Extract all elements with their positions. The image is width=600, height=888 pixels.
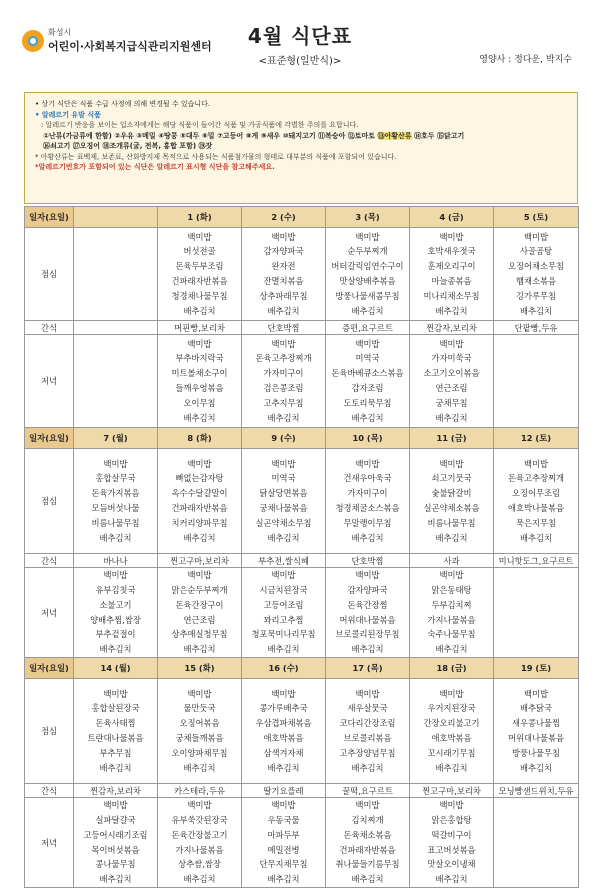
menu-item: 백미밥 <box>523 458 549 469</box>
snack-cell: 모닝빵샌드위치,두유 <box>494 784 579 798</box>
menu-item: 사골곰탕 <box>519 246 553 257</box>
menu-item: 닭살당면볶음 <box>259 488 308 499</box>
menu-item: 새우살뭇국 <box>347 703 388 714</box>
menu-item: 돈육사태찜 <box>95 718 136 729</box>
menu-item: 감자조림 <box>351 383 384 393</box>
dinner-cell <box>494 568 579 658</box>
menu-item: 배추김치 <box>183 305 216 316</box>
dinner-cell <box>242 798 326 888</box>
notice-change: • 상기 식단은 식품 수급 사정에 의해 변경될 수 있습니다. <box>35 100 211 108</box>
dinner-cell <box>326 335 410 428</box>
menu-item: 궁채무침 <box>435 397 468 408</box>
lunch-label: 점심 <box>25 228 74 321</box>
menu-item: 맛살오이냉채 <box>427 859 476 870</box>
lunch-cell <box>326 449 410 554</box>
menu-item: 배추김치 <box>435 874 468 885</box>
menu-item: 배추김치 <box>183 532 216 543</box>
menu-item: 백미밥 <box>271 231 296 242</box>
menu-item: 고등어조림 <box>263 599 304 610</box>
menu-item: 새우콩나물찜 <box>511 718 561 729</box>
menu-item: 배추김치 <box>351 412 384 423</box>
lunch-cell <box>158 449 242 554</box>
snack-cell: 단팥빵,두유 <box>494 321 579 335</box>
menu-item: 치커리양파무침 <box>171 517 228 528</box>
menu-item: 백미밥 <box>439 570 464 581</box>
menu-item: 백미밥 <box>355 231 380 242</box>
menu-item: 맑은홍합탕 <box>431 814 472 825</box>
snack-cell: 찐감자,보리차 <box>410 321 494 335</box>
dinner-cell <box>74 798 158 888</box>
menu-item: 배추김치 <box>519 532 553 543</box>
date-cell: 5 (토) <box>494 207 579 228</box>
menu-item: 건파래자반볶음 <box>171 503 228 513</box>
menu-item: 청경채나물무침 <box>171 290 228 301</box>
date-cell: 11 (금) <box>410 428 494 449</box>
menu-item: 배추김치 <box>267 762 300 773</box>
menu-item: 배추김치 <box>519 762 553 773</box>
menu-item: 머위대나물볶음 <box>507 733 565 743</box>
menu-item: 돈육간장찜 <box>347 599 388 610</box>
menu-item: 상추쌈,쌈장 <box>178 859 221 870</box>
menu-item: 콩나물무침 <box>95 859 136 870</box>
menu-item: 깅가루무침 <box>515 290 557 301</box>
menu-item: 삼색겨자채 <box>263 747 304 758</box>
menu-item: 묵은지무침 <box>515 517 557 528</box>
menu-item: 돈육고추장찌개 <box>507 473 565 484</box>
menu-item: 연근조림 <box>435 383 468 393</box>
menu-item: 마늘종볶음 <box>431 276 472 286</box>
snack-row <box>25 784 579 798</box>
menu-item: 시금치된장국 <box>259 584 308 595</box>
menu-item: 백미밥 <box>187 688 212 699</box>
date-cell: 16 (수) <box>242 658 326 679</box>
notice-allergy-heading: • 알레르기 유발 식품 <box>35 110 101 119</box>
date-cell: 1 (화) <box>158 207 242 228</box>
menu-item: 배추김치 <box>183 762 216 773</box>
menu-item: 우동국물 <box>267 814 300 825</box>
date-row <box>25 428 579 449</box>
snack-cell: 머핀빵,보리차 <box>158 321 242 335</box>
menu-item: 백미밥 <box>187 800 212 811</box>
menu-item: 백미밥 <box>271 688 296 699</box>
date-label: 일자(요일) <box>25 428 74 449</box>
lunch-cell <box>158 228 242 321</box>
menu-item: 미역국 <box>271 473 296 484</box>
menu-item: 배추김치 <box>351 644 384 655</box>
dinner-cell <box>158 335 242 428</box>
menu-item: 표고버섯볶음 <box>427 844 476 855</box>
dinner-cell <box>74 335 158 428</box>
menu-item: 브로콜리된장무침 <box>335 629 400 640</box>
menu-item: 목이버섯볶음 <box>91 844 140 855</box>
lunch-cell <box>494 449 579 554</box>
date-cell: 8 (화) <box>158 428 242 449</box>
menu-item: 돈육간장불고기 <box>171 829 228 840</box>
menu-item: 백미밥 <box>355 570 380 581</box>
menu-table <box>24 206 579 888</box>
menu-item: 유부쑥갓된장국 <box>171 814 228 825</box>
menu-item: 비름나물무침 <box>91 517 140 528</box>
menu-item: 방풍나물새콤무침 <box>335 290 400 301</box>
snack-row <box>25 321 579 335</box>
menu-item: 배추김치 <box>435 762 468 773</box>
lunch-cell <box>158 679 242 784</box>
snack-cell: 단호박찜 <box>326 554 410 568</box>
menu-item: 오이양파채무침 <box>171 747 228 758</box>
menu-item: 배추김치 <box>99 874 132 885</box>
dinner-cell <box>158 568 242 658</box>
dinner-cell <box>410 798 494 888</box>
snack-cell: 사과 <box>410 554 494 568</box>
lunch-cell <box>242 679 326 784</box>
menu-item: 돈육두부조림 <box>175 261 224 272</box>
date-row <box>25 207 579 228</box>
lunch-cell <box>74 449 158 554</box>
menu-item: 오징어무조림 <box>511 488 561 499</box>
menu-item: 실곤약채소무침 <box>255 517 312 528</box>
menu-item: 소고기오이볶음 <box>423 368 480 379</box>
date-label: 일자(요일) <box>25 207 74 228</box>
menu-item: 상추매실청무침 <box>171 629 228 640</box>
menu-item: 취나물들기름무침 <box>335 859 400 870</box>
dinner-cell <box>242 568 326 658</box>
menu-type: <표준형(일반식)> <box>258 56 342 67</box>
menu-item: 백미밥 <box>355 338 380 349</box>
menu-item: 건새우아욱국 <box>343 473 392 484</box>
date-cell: 7 (월) <box>74 428 158 449</box>
menu-item: 미트볼채소구이 <box>171 368 228 379</box>
lunch-row <box>25 449 579 554</box>
dinner-cell <box>410 568 494 658</box>
menu-item: 미나리채소무침 <box>423 290 480 301</box>
menu-item: 고추장양념무침 <box>339 747 396 758</box>
snack-cell: 바나나 <box>74 554 158 568</box>
snack-label: 간식 <box>25 554 74 568</box>
menu-item: 궁채들깨볶음 <box>175 733 224 743</box>
menu-item: 꼬시래기무침 <box>427 747 476 758</box>
lunch-cell <box>410 228 494 321</box>
menu-item: 백미밥 <box>103 570 128 581</box>
dinner-cell <box>158 798 242 888</box>
menu-item: 배추닭국 <box>519 703 553 714</box>
menu-item: 옥수수달걀말이 <box>171 488 228 499</box>
menu-item: 소불고기 <box>99 599 132 610</box>
menu-item: 돈육바베큐소스볶음 <box>331 368 404 379</box>
menu-item: 검은콩조림 <box>263 383 304 393</box>
menu-item: 맛살양배추볶음 <box>339 276 396 286</box>
menu-item: 고등어시래기조림 <box>83 829 148 840</box>
menu-item: 백미밥 <box>355 458 380 469</box>
menu-item: 떡갈비구이 <box>431 829 472 840</box>
menu-item: 백미밥 <box>187 338 212 349</box>
menu-item: 우거지된장국 <box>427 703 476 714</box>
menu-item: 청포묵미나리무침 <box>251 629 316 640</box>
menu-item: 완자전 <box>271 261 296 272</box>
date-cell: 19 (토) <box>494 658 579 679</box>
snack-label: 간식 <box>25 321 74 335</box>
snack-cell <box>74 321 158 335</box>
menu-item: 간장오리불고기 <box>423 718 480 729</box>
menu-item: 궁채나물볶음 <box>259 503 308 513</box>
menu-item: 백미밥 <box>523 231 549 242</box>
lunch-cell <box>494 679 579 784</box>
menu-item: 버섯전골 <box>183 246 216 257</box>
date-label: 일자(요일) <box>25 658 74 679</box>
date-cell: 4 (금) <box>410 207 494 228</box>
lunch-row <box>25 228 579 321</box>
menu-item: 도토리묵무침 <box>343 397 392 408</box>
lunch-cell <box>242 228 326 321</box>
menu-item: 상추파래무침 <box>259 290 308 301</box>
menu-item: 배추김치 <box>183 644 216 655</box>
menu-item: 배추김치 <box>435 305 468 316</box>
snack-row <box>25 554 579 568</box>
menu-item: 백미밥 <box>355 688 380 699</box>
menu-item: 백미밥 <box>271 458 296 469</box>
menu-item: 백미밥 <box>103 458 128 469</box>
menu-item: 들깨우엉볶음 <box>175 383 224 393</box>
menu-item: 부추겉절이 <box>95 629 136 640</box>
dinner-cell <box>326 798 410 888</box>
menu-item: 맑은순두부찌개 <box>171 584 228 595</box>
snack-cell: 단호박찜 <box>242 321 326 335</box>
menu-item: 꽈리고추찜 <box>263 614 304 625</box>
menu-item: 백미밥 <box>439 800 464 811</box>
menu-item: 오징어볶음 <box>179 718 220 729</box>
menu-item: 배추김치 <box>267 305 300 316</box>
menu-item: 단무지채무침 <box>259 859 308 870</box>
menu-item: 잔멸치볶음 <box>263 276 304 286</box>
date-cell: 10 (목) <box>326 428 410 449</box>
lunch-cell <box>326 679 410 784</box>
menu-item: 배추김치 <box>351 874 384 885</box>
dinner-cell <box>494 798 579 888</box>
menu-item: 백미밥 <box>355 800 380 811</box>
notice-allergy-caution: : 알레르기 반응을 보이는 입소자에게는 해당 식품이 들어간 식품 및 가공식품에 각별한 주의를 요합니다. <box>41 121 359 129</box>
snack-cell: 꿀떡,요구르트 <box>326 784 410 798</box>
menu-item: 감자양파국 <box>263 246 304 257</box>
menu-item: 맑은동태탕 <box>431 584 472 595</box>
menu-item: 애호박볶음 <box>263 733 304 743</box>
menu-item: 배추김치 <box>99 644 132 655</box>
menu-item: 배추김치 <box>183 874 216 885</box>
menu-item: 백미밥 <box>523 688 549 699</box>
center-name: 어린이·사회복지급식관리지원센터 <box>48 40 212 53</box>
menu-item: 순두부찌개 <box>347 246 388 257</box>
menu-item: 버터갈릭임연수구이 <box>331 261 404 272</box>
menu-item: 연근조림 <box>183 614 216 625</box>
menu-item: 비름나물무침 <box>427 517 476 528</box>
menu-item: 배추김치 <box>351 305 384 316</box>
menu-item: 뼈없는감자탕 <box>175 473 224 484</box>
menu-item: 배추김치 <box>435 532 468 543</box>
snack-label: 간식 <box>25 784 74 798</box>
snack-cell: 찐고구마,보리차 <box>158 554 242 568</box>
dinner-row <box>25 335 579 428</box>
lunch-cell <box>326 228 410 321</box>
menu-item: 백미밥 <box>187 570 212 581</box>
menu-item: 돈육가지볶음 <box>91 488 140 499</box>
menu-item: 배추김치 <box>99 532 132 543</box>
menu-item: 두부김치찌 <box>431 599 472 610</box>
menu-item: 무말랭이무침 <box>343 517 392 528</box>
menu-item: 백미밥 <box>103 800 128 811</box>
menu-item: 우삼겹파채볶음 <box>255 718 312 729</box>
page-header <box>0 0 600 85</box>
menu-item: 가자미쑥국 <box>431 353 472 364</box>
menu-item: 건파래자반볶음 <box>171 276 228 286</box>
notice-allergy-list-2: ⑯쇠고기 ⑰오징어 ⑱조개류(굴, 전복, 홍합 포함) ⑲잣 <box>43 142 213 150</box>
menu-item: 쇠고기뭇국 <box>431 473 472 484</box>
lunch-cell <box>410 449 494 554</box>
date-cell: 9 (수) <box>242 428 326 449</box>
menu-item: 머위대나물볶음 <box>339 614 396 625</box>
logo-city: 화성시 <box>48 28 72 37</box>
menu-item: 숯불닭갈비 <box>431 488 472 499</box>
page-title: 4월 식단표 <box>247 24 353 48</box>
dinner-label: 저녁 <box>25 568 74 658</box>
lunch-label: 점심 <box>25 679 74 784</box>
menu-item: 부추바지락국 <box>175 353 224 364</box>
menu-item: 물만둣국 <box>183 703 216 714</box>
menu-item: 백미밥 <box>103 688 128 699</box>
dinner-cell <box>74 568 158 658</box>
menu-item: 방풍나물무침 <box>511 747 561 758</box>
menu-item: 오징어채소무침 <box>507 261 565 272</box>
menu-item: 콩가루배추국 <box>259 703 308 714</box>
menu-item: 가자미구이 <box>347 488 388 499</box>
dinner-cell <box>410 335 494 428</box>
menu-item: 백미밥 <box>187 231 212 242</box>
menu-item: 백미밥 <box>187 458 212 469</box>
menu-item: 유부김칫국 <box>95 584 136 595</box>
menu-item: 청경채굴소스볶음 <box>335 503 400 513</box>
snack-cell: 부추전,쌀식혜 <box>242 554 326 568</box>
menu-item: 숙주나물무침 <box>427 629 476 640</box>
notice-allergy-list-1: ①난류(가금류에 한함) ②우유 ③메밀 ④땅콩 ⑤대두 ⑥밀 ⑦고등어 ⑧게 ⑨새우 ⑩돼지고기 ⑪복숭아 ⑫토마토 ⑬아황산류 ⑭호두 ⑮닭고기 <box>43 131 465 140</box>
menu-item: 돈육고추장찌개 <box>255 353 312 364</box>
menu-item: 미역국 <box>355 353 380 364</box>
notice-sulfite-note: * 아황산류는 표백제, 보존료, 산화방지제 목적으로 사용되는 식품첨가물의 형태로 대부분의 식품에 포함되어 있습니다. <box>35 152 397 161</box>
menu-item: 백미밥 <box>271 570 296 581</box>
menu-item: 양배추찜,쌈장 <box>90 614 141 625</box>
menu-item: 백미밥 <box>271 338 296 349</box>
lunch-cell <box>410 679 494 784</box>
menu-item: 백미밥 <box>271 800 296 811</box>
dinner-cell <box>242 335 326 428</box>
menu-item: 가지나물볶음 <box>427 614 476 625</box>
menu-item: 돈육간장구이 <box>175 599 224 610</box>
date-cell: 12 (토) <box>494 428 579 449</box>
menu-item: 배추김치 <box>351 532 384 543</box>
menu-item: 배추김치 <box>435 644 468 655</box>
snack-cell: 카스테라,두유 <box>158 784 242 798</box>
date-cell <box>74 207 158 228</box>
menu-item: 모듬버섯나물 <box>91 503 140 513</box>
lunch-cell <box>494 228 579 321</box>
menu-item: 실파달걀국 <box>95 814 136 825</box>
menu-item: 백미밥 <box>439 231 464 242</box>
dinner-cell <box>326 568 410 658</box>
menu-item: 배추김치 <box>267 532 300 543</box>
date-cell: 3 (목) <box>326 207 410 228</box>
date-cell: 15 (화) <box>158 658 242 679</box>
lunch-cell <box>74 679 158 784</box>
menu-item: 배추김치 <box>267 644 300 655</box>
snack-cell: 증편,요구르트 <box>326 321 410 335</box>
menu-item: 호박새우젓국 <box>427 246 476 257</box>
menu-item: 가자미구이 <box>263 368 304 379</box>
menu-item: 홍합살무국 <box>95 473 136 484</box>
menu-item: 부추무침 <box>99 747 132 758</box>
menu-item: 고추지무침 <box>263 397 304 408</box>
date-cell: 2 (수) <box>242 207 326 228</box>
menu-item: 백미밥 <box>439 688 464 699</box>
snack-cell: 미니핫도그,요구르트 <box>494 554 579 568</box>
menu-item: 애호박볶음 <box>431 733 472 743</box>
dietitian-names: 영양사 : 정다운, 박지수 <box>479 55 572 65</box>
menu-item: 메밀전병 <box>267 844 300 855</box>
lunch-cell <box>74 228 158 321</box>
sulfite-highlight: ⑬아황산류 <box>377 131 412 140</box>
menu-item: 배추김치 <box>267 874 300 885</box>
menu-item: 배추김치 <box>183 412 216 423</box>
menu-item: 김치찌개 <box>351 814 384 825</box>
lunch-cell <box>242 449 326 554</box>
snack-cell: 딸기요플레 <box>242 784 326 798</box>
notice-allergy-reference: *알레르기번호가 포함되어 있는 식단은 알레르기 표시형 식단을 참고해주세요. <box>35 163 275 171</box>
date-cell: 18 (금) <box>410 658 494 679</box>
menu-item: 브로콜리볶음 <box>343 733 392 743</box>
menu-item: 마파두부 <box>267 829 300 840</box>
menu-item: 훈제오리구이 <box>427 261 476 272</box>
menu-item: 배추김치 <box>99 762 132 773</box>
snack-cell: 찐감자,보리차 <box>74 784 158 798</box>
menu-item: 건파래자반볶음 <box>339 844 396 855</box>
lunch-label: 점심 <box>25 449 74 554</box>
menu-item: 가지나물볶음 <box>175 844 224 855</box>
snack-cell: 찐고구마,보리차 <box>410 784 494 798</box>
menu-item: 코다리간장조림 <box>339 718 396 729</box>
date-cell: 14 (월) <box>74 658 158 679</box>
menu-item: 애호박나물볶음 <box>507 503 565 513</box>
date-row <box>25 658 579 679</box>
menu-item: 백미밥 <box>439 338 464 349</box>
dinner-label: 저녁 <box>25 335 74 428</box>
lunch-row <box>25 679 579 784</box>
menu-item: 감자양파국 <box>347 584 388 595</box>
menu-item: 배추김치 <box>267 412 300 423</box>
menu-item: 백미밥 <box>439 458 464 469</box>
menu-item: 햄채소볶음 <box>515 276 557 286</box>
date-cell: 17 (목) <box>326 658 410 679</box>
menu-item: 실곤약채소볶음 <box>423 503 480 513</box>
menu-item: 트란대나물볶음 <box>87 733 144 743</box>
dinner-label: 저녁 <box>25 798 74 888</box>
menu-item: 배추김치 <box>435 412 468 423</box>
menu-item: 돈육채소볶음 <box>343 829 392 840</box>
dinner-row <box>25 568 579 658</box>
menu-item: 오이무침 <box>183 397 216 408</box>
menu-item: 배추김치 <box>351 762 384 773</box>
menu-item: 홍합살된장국 <box>91 703 140 714</box>
dinner-cell <box>494 335 579 428</box>
notice-box <box>24 92 578 204</box>
dinner-row <box>25 798 579 888</box>
menu-item: 배추김치 <box>519 305 553 316</box>
